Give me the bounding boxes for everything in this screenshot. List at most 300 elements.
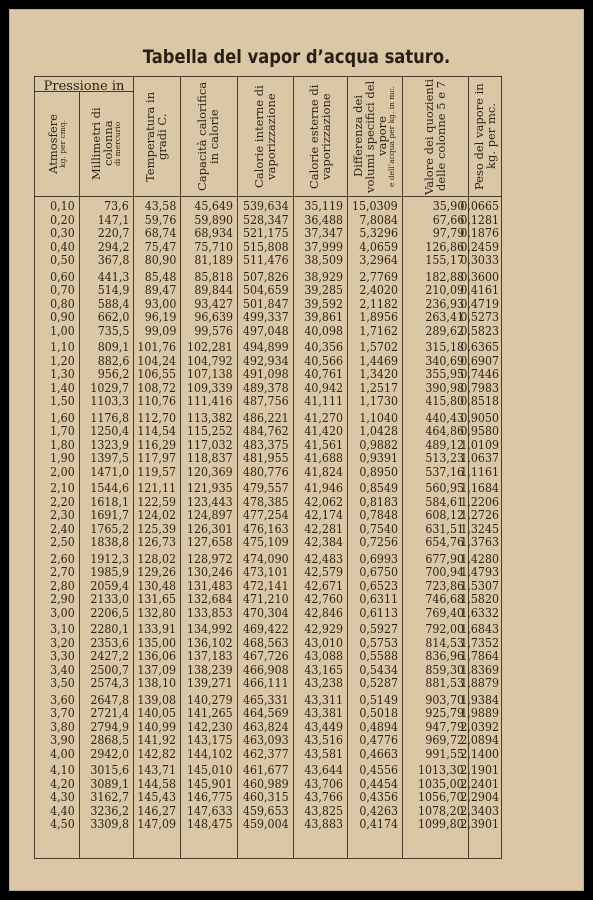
table-cell: 2059,4 (90, 578, 129, 593)
table-cell: 2133,0 (90, 592, 129, 606)
table-cell: 2,1901 (460, 763, 499, 777)
table-cell: 0,3033 (460, 253, 499, 267)
table-cell: 3,90 (50, 733, 75, 747)
table-cell: 3,60 (50, 692, 75, 707)
table-row (35, 496, 501, 510)
table-cell: 1056,70 (418, 790, 464, 804)
table-cell: 769,40 (425, 605, 464, 620)
table-cell: 0,6750 (359, 565, 398, 579)
table-cell: 41,270 (304, 410, 343, 425)
table-cell: 487,756 (243, 394, 289, 408)
table-cell: 4,0659 (359, 239, 398, 254)
table-cell: 1,30 (50, 367, 75, 381)
table-cell: 1,40 (50, 380, 75, 395)
table-cell: 43,238 (304, 676, 343, 690)
table-cell: 3,40 (50, 662, 75, 677)
table-cell: 1397,5 (90, 451, 129, 465)
table-cell: 2,40 (50, 521, 75, 536)
table-row (35, 395, 501, 409)
table-cell: 340,69 (425, 353, 464, 368)
table-cell: 0,4174 (359, 817, 398, 831)
table-row (35, 509, 501, 523)
column-header-label: Calorie interne di vaporizzazione (251, 85, 278, 188)
table-cell: 588,4 (97, 296, 129, 311)
table-row (35, 311, 501, 325)
table-cell: 1544,6 (90, 481, 129, 495)
table-cell: 3,10 (50, 622, 75, 636)
table-cell: 0,7540 (359, 521, 398, 536)
table-cell: 1,5702 (359, 340, 398, 354)
table-cell: 515,808 (243, 239, 289, 254)
table-cell: 504,659 (243, 283, 289, 297)
table-cell: 560,95 (425, 481, 464, 495)
table-cell: 114,54 (137, 424, 176, 438)
table-cell: 0,20 (50, 212, 75, 227)
table-cell: 507,826 (243, 269, 289, 284)
table-cell: 145,901 (187, 776, 233, 791)
table-cell: 122,59 (137, 494, 176, 509)
table-cell: 513,23 (425, 451, 464, 465)
table-cell: 0,8518 (460, 394, 499, 408)
table-cell: 476,163 (243, 521, 289, 536)
table-cell: 468,563 (243, 635, 289, 650)
table-cell: 459,004 (243, 817, 289, 831)
table-cell: 43,311 (304, 692, 343, 707)
table-cell: 36,488 (304, 212, 343, 227)
table-cell: 0,5588 (359, 649, 398, 663)
table-cell: 133,853 (187, 605, 233, 620)
table-cell: 117,032 (187, 437, 233, 452)
table-cell: 459,653 (243, 803, 289, 818)
table-row (35, 523, 501, 537)
table-cell: 140,99 (137, 719, 176, 734)
table-cell: 104,24 (137, 353, 176, 368)
table-cell: 43,010 (304, 635, 343, 650)
table-cell: 792,00 (425, 622, 464, 636)
table-cell: 481,955 (243, 451, 289, 465)
table-cell: 0,3600 (460, 269, 499, 284)
table-cell: 2206,5 (90, 605, 129, 620)
table-cell: 43,449 (304, 719, 343, 734)
table-cell: 491,098 (243, 367, 289, 381)
table-cell: 0,0665 (460, 199, 499, 213)
table-cell: 133,91 (137, 622, 176, 636)
table-cell: 1,3420 (359, 367, 398, 381)
table-cell: 2,20 (50, 494, 75, 509)
table-cell: 134,992 (187, 622, 233, 636)
table-cell: 0,7446 (460, 367, 499, 381)
table-cell: 89,47 (144, 283, 176, 297)
table-cell: 521,175 (243, 226, 289, 240)
table-cell: 470,304 (243, 605, 289, 620)
table-cell: 2,30 (50, 508, 75, 522)
table-row (35, 355, 501, 369)
table-cell: 41,111 (304, 394, 343, 408)
table-cell: 89,844 (194, 283, 233, 297)
table-cell: 4,00 (50, 746, 75, 761)
table-cell: 472,141 (243, 578, 289, 593)
table-cell: 1618,1 (90, 494, 129, 509)
table-cell: 0,80 (50, 296, 75, 311)
table-cell: 3,30 (50, 649, 75, 663)
table-cell: 120,369 (187, 464, 233, 479)
table-row (35, 271, 501, 285)
table-row (35, 593, 501, 607)
table-cell: 882,6 (97, 353, 129, 368)
table-cell: 110,76 (137, 394, 176, 408)
table-cell: 289,62 (425, 323, 464, 338)
column-header (293, 77, 347, 196)
table-cell: 3089,1 (90, 776, 129, 791)
table-cell: 42,760 (304, 592, 343, 606)
table-cell: 131,65 (137, 592, 176, 606)
table-cell: 480,776 (243, 464, 289, 479)
table-cell: 463,093 (243, 733, 289, 747)
table-row (35, 664, 501, 678)
table-row (35, 734, 501, 748)
table-cell: 2427,2 (90, 649, 129, 663)
table-row (35, 298, 501, 312)
table-cell: 42,384 (304, 535, 343, 549)
table-cell: 41,824 (304, 464, 343, 479)
table-cell: 499,337 (243, 310, 289, 324)
table-cell: 1,2206 (460, 494, 499, 509)
table-row (35, 791, 501, 805)
table-cell: 462,377 (243, 746, 289, 761)
table-row (35, 677, 501, 691)
table-cell: 3236,2 (90, 803, 129, 818)
table-cell: 723,86 (425, 578, 464, 593)
table-cell: 441,3 (97, 269, 129, 284)
table-cell: 1,4469 (359, 353, 398, 368)
table-cell: 0,8183 (359, 494, 398, 509)
table-cell: 67,66 (432, 212, 464, 227)
table-cell: 464,86 (425, 424, 464, 438)
table-cell: 0,9050 (460, 410, 499, 425)
table-cell: 118,837 (187, 451, 233, 465)
table-cell: 1,50 (50, 394, 75, 408)
table-cell: 68,934 (194, 226, 233, 240)
column-header (35, 91, 79, 196)
table-cell: 3,2964 (359, 253, 398, 267)
table-cell: 466,908 (243, 662, 289, 677)
table-cell: 3015,6 (90, 763, 129, 777)
table-cell: 140,279 (187, 692, 233, 707)
table-cell: 1078,20 (418, 803, 464, 818)
table-cell: 143,71 (137, 763, 176, 777)
table-row (35, 466, 501, 480)
table-cell: 112,70 (137, 410, 176, 425)
table-cell: 460,989 (243, 776, 289, 791)
table-row (35, 452, 501, 466)
table-cell: 477,254 (243, 508, 289, 522)
column-header-sublabel: e dell’acqua per kg. in mc. (387, 85, 397, 188)
table-cell: 0,4776 (359, 733, 398, 747)
table-cell: 0,8950 (359, 464, 398, 479)
table-cell: 0,4454 (359, 776, 398, 791)
table-cell: 1,7352 (460, 635, 499, 650)
table-cell: 473,101 (243, 565, 289, 579)
table-cell: 42,929 (304, 622, 343, 636)
table-cell: 0,4356 (359, 790, 398, 804)
table-cell: 41,420 (304, 424, 343, 438)
table-cell: 97,79 (432, 226, 464, 240)
table-cell: 85,48 (144, 269, 176, 284)
table-cell: 1,8879 (460, 676, 499, 690)
table-row (35, 241, 501, 255)
table-cell: 1,4280 (460, 551, 499, 566)
table-cell: 210,09 (425, 283, 464, 297)
table-cell: 147,09 (137, 817, 176, 831)
table-cell: 1250,4 (90, 424, 129, 438)
table-cell: 501,847 (243, 296, 289, 311)
table-cell: 3,00 (50, 605, 75, 620)
table-cell: 42,281 (304, 521, 343, 536)
table-cell: 126,301 (187, 521, 233, 536)
table-cell: 497,048 (243, 323, 289, 338)
table-cell: 1,10 (50, 340, 75, 354)
table-cell: 138,239 (187, 662, 233, 677)
table-cell: 104,792 (187, 353, 233, 368)
table-cell: 45,649 (194, 199, 233, 213)
table-row (35, 650, 501, 664)
table-cell: 146,775 (187, 790, 233, 804)
table-cell: 1,90 (50, 451, 75, 465)
table-cell: 483,375 (243, 437, 289, 452)
table-cell: 142,230 (187, 719, 233, 734)
table-cell: 0,5823 (460, 323, 499, 338)
table-cell: 59,76 (144, 212, 176, 227)
table-cell: 814,53 (425, 635, 464, 650)
table-cell: 41,561 (304, 437, 343, 452)
table-cell: 101,76 (137, 340, 176, 354)
table-cell: 147,633 (187, 803, 233, 818)
table-cell: 0,5273 (460, 310, 499, 324)
table-cell: 0,6113 (359, 605, 398, 620)
table-cell: 135,00 (137, 635, 176, 650)
table-cell: 141,265 (187, 706, 233, 720)
table-cell: 0,9391 (359, 451, 398, 465)
table-cell: 859,30 (425, 662, 464, 677)
table-cell: 136,06 (137, 649, 176, 663)
table-row (35, 227, 501, 241)
table-row (35, 368, 501, 382)
table-cell: 514,9 (97, 283, 129, 297)
table-cell: 0,7848 (359, 508, 398, 522)
table-cell: 0,4263 (359, 803, 398, 818)
table-cell: 478,385 (243, 494, 289, 509)
table-cell: 654,76 (425, 535, 464, 549)
table-cell: 0,4894 (359, 719, 398, 734)
table-cell: 3,70 (50, 706, 75, 720)
table-cell: 1013,30 (418, 763, 464, 777)
table-row (35, 536, 501, 550)
table-cell: 0,5927 (359, 622, 398, 636)
table-cell: 59,890 (194, 212, 233, 227)
column-header (133, 77, 180, 196)
table-cell: 3309,8 (90, 817, 129, 831)
table-cell: 0,1281 (460, 212, 499, 227)
table-cell: 37,999 (304, 239, 343, 254)
table-cell: 489,378 (243, 380, 289, 395)
table-cell: 125,39 (137, 521, 176, 536)
table-cell: 130,48 (137, 578, 176, 593)
table-cell: 969,72 (425, 733, 464, 747)
table-cell: 2353,6 (90, 635, 129, 650)
table-cell: 40,566 (304, 353, 343, 368)
table-cell: 139,08 (137, 692, 176, 707)
table-cell: 43,825 (304, 803, 343, 818)
table-cell: 85,818 (194, 269, 233, 284)
table-cell: 109,339 (187, 380, 233, 395)
column-header-sublabel: kg. per cmq. (58, 119, 68, 168)
table-row (35, 482, 501, 496)
table-cell: 126,86 (425, 239, 464, 254)
table-cell: 0,2459 (460, 239, 499, 254)
column-header (347, 77, 402, 196)
table-cell: 466,111 (243, 676, 289, 690)
column-header-label: Valore dei quozienti delle colonne 5 e 7 (421, 78, 448, 195)
table-cell: 3,80 (50, 719, 75, 734)
table-cell: 2,70 (50, 565, 75, 579)
table-cell: 0,10 (50, 199, 75, 213)
table-cell: 39,285 (304, 283, 343, 297)
table-cell: 1,9889 (460, 706, 499, 720)
table-cell: 1912,3 (90, 551, 129, 566)
table-cell: 2868,5 (90, 733, 129, 747)
table-cell: 4,40 (50, 803, 75, 818)
table-cell: 2280,1 (90, 622, 129, 636)
table-cell: 1,60 (50, 410, 75, 425)
table-cell: 115,252 (187, 424, 233, 438)
table-cell: 124,02 (137, 508, 176, 522)
table-cell: 123,443 (187, 494, 233, 509)
table-cell: 1,1161 (460, 464, 499, 479)
table-cell: 0,6365 (460, 340, 499, 354)
table-cell: 475,109 (243, 535, 289, 549)
table-cell: 1,8369 (460, 662, 499, 677)
table-cell: 75,710 (194, 239, 233, 254)
table-cell: 93,00 (144, 296, 176, 311)
table-row (35, 325, 501, 339)
table-cell: 0,5287 (359, 676, 398, 690)
table-row (35, 214, 501, 228)
table-row (35, 200, 501, 214)
table-cell: 145,010 (187, 763, 233, 777)
table-cell: 15,0309 (352, 199, 398, 213)
table-cell: 471,210 (243, 592, 289, 606)
table-cell: 584,61 (425, 494, 464, 509)
table-cell: 4,50 (50, 817, 75, 831)
table-cell: 1176,8 (90, 410, 129, 425)
table-row (35, 607, 501, 621)
column-header (237, 77, 293, 196)
table-row (35, 566, 501, 580)
table-cell: 415,80 (425, 394, 464, 408)
table-cell: 2,50 (50, 535, 75, 549)
table-cell: 662,0 (97, 310, 129, 324)
column-header-label: Millimetri di colonna (89, 107, 116, 180)
table-cell: 2647,8 (90, 692, 129, 707)
table-row (35, 778, 501, 792)
table-cell: 608,12 (425, 508, 464, 522)
table-cell: 3,50 (50, 676, 75, 690)
table-cell: 925,79 (425, 706, 464, 720)
table-cell: 486,221 (243, 410, 289, 425)
table-row (35, 580, 501, 594)
table-cell: 0,5434 (359, 662, 398, 677)
column-header-label: Peso del vapore in kg. per mc. (472, 83, 499, 190)
table-cell: 127,658 (187, 535, 233, 549)
table-cell: 474,090 (243, 551, 289, 566)
table-cell: 138,10 (137, 676, 176, 690)
column-header (79, 91, 133, 196)
table-cell: 1,7162 (359, 323, 398, 338)
table-cell: 461,677 (243, 763, 289, 777)
table-cell: 367,8 (97, 253, 129, 267)
table-cell: 315,18 (425, 340, 464, 354)
table-cell: 947,79 (425, 719, 464, 734)
table-cell: 2,7769 (359, 269, 398, 284)
table-cell: 0,6311 (359, 592, 398, 606)
table-cell: 511,476 (243, 253, 289, 267)
table-cell: 155,17 (425, 253, 464, 267)
table-cell: 121,11 (137, 481, 176, 495)
table-cell: 294,2 (97, 239, 129, 254)
table-cell: 96,639 (194, 310, 233, 324)
table-cell: 0,30 (50, 226, 75, 240)
table-row (35, 341, 501, 355)
table-cell: 1,5307 (460, 578, 499, 593)
table-cell: 0,5149 (359, 692, 398, 707)
table-cell: 467,726 (243, 649, 289, 663)
table-row (35, 254, 501, 268)
table-cell: 146,27 (137, 803, 176, 818)
table-cell: 494,899 (243, 340, 289, 354)
table-cell: 99,576 (194, 323, 233, 338)
table-row (35, 284, 501, 298)
table-cell: 390,98 (425, 380, 464, 395)
table-row (35, 707, 501, 721)
table-cell: 68,74 (144, 226, 176, 240)
table-cell: 1099,80 (418, 817, 464, 831)
table-cell: 140,05 (137, 706, 176, 720)
table-cell: 113,382 (187, 410, 233, 425)
table-cell: 539,634 (243, 199, 289, 213)
table-cell: 464,569 (243, 706, 289, 720)
table-cell: 0,4556 (359, 763, 398, 777)
table-cell: 136,102 (187, 635, 233, 650)
table-cell: 80,90 (144, 253, 176, 267)
table-cell: 102,281 (187, 340, 233, 354)
table-cell: 39,861 (304, 310, 343, 324)
table-row (35, 721, 501, 735)
steam-table (34, 76, 502, 859)
table-cell: 440,43 (425, 410, 464, 425)
table-row (35, 553, 501, 567)
table-cell: 2721,4 (90, 706, 129, 720)
table-cell: 42,174 (304, 508, 343, 522)
table-cell: 40,098 (304, 323, 343, 338)
table-cell: 537,16 (425, 464, 464, 479)
column-header-label: Atmosfere (46, 113, 61, 174)
table-cell: 40,761 (304, 367, 343, 381)
column-header (180, 77, 237, 196)
table-cell: 3,20 (50, 635, 75, 650)
table-cell: 106,55 (137, 367, 176, 381)
table-cell: 131,483 (187, 578, 233, 593)
table-cell: 1,0109 (460, 437, 499, 452)
